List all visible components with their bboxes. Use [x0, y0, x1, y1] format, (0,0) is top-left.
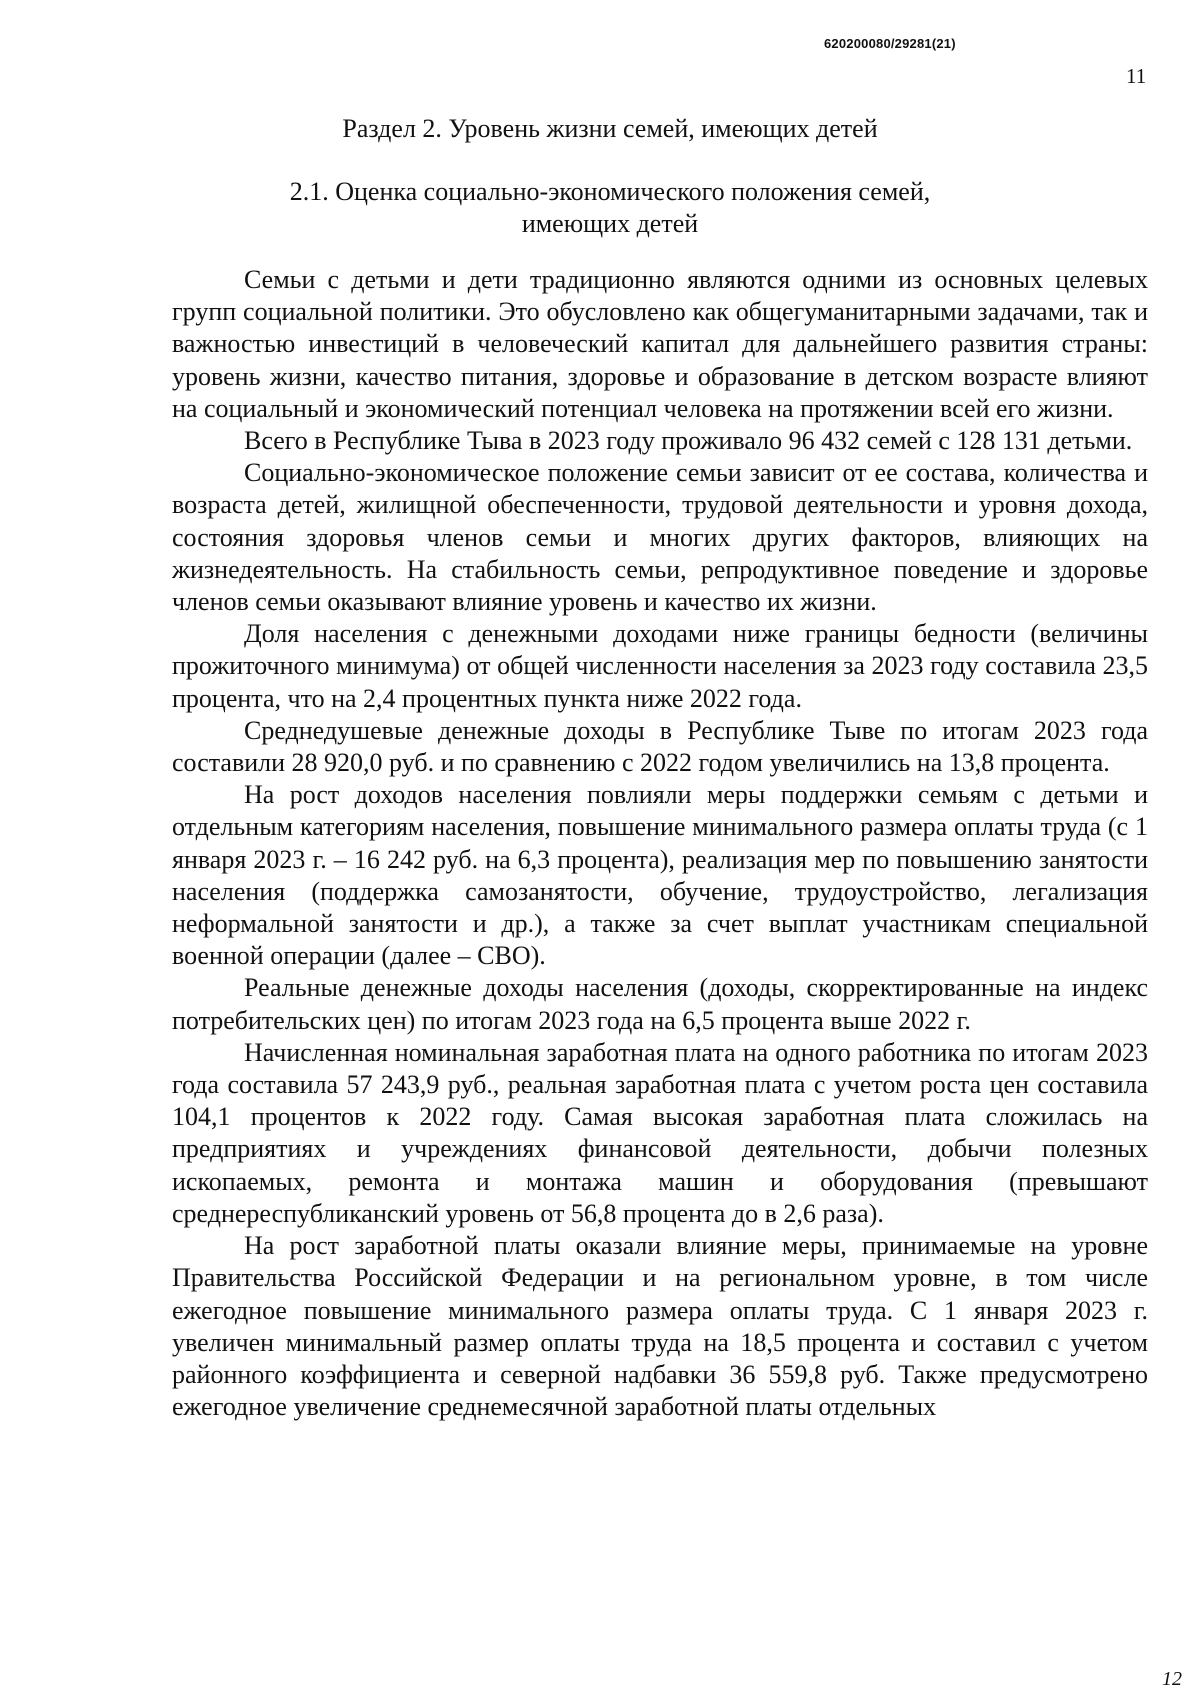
paragraph-3: Социально-экономическое положение семьи зависит от ее состава, количества и возраста детей, жилищной обеспеченности, трудовой деятельности и уровня дохода, состояния здоровья членов семьи и многих других факторов, влияющих на жизнедеятельность. На стабильность семьи, репродуктивное поведение и здоровье членов семьи оказывают влияние уровень и качество их жизни.	[172, 458, 1148, 617]
body-text	[172, 264, 1148, 1423]
page-number: 11	[1126, 64, 1147, 88]
paragraph-5: Среднедушевые денежные доходы в Республике Тыве по итогам 2023 года составили 28 920,0 руб. и по сравнению с 2022 годом увеличились на 13,8 процента.	[172, 715, 1148, 778]
paragraph-9: На рост заработной платы оказали влияние меры, принимаемые на уровне Правительства Российской Федерации и на региональном уровне, в том числе ежегодное повышение минимального размера оплаты труда. С 1 января 2023 г. увеличен минимальный размер оплаты труда на 18,5 процента и составил с учетом районного коэффициента и северной надбавки 36 559,8 руб. Также предусмотрено ежегодное увеличение среднемесячной заработной платы отдельных	[172, 1231, 1148, 1422]
document-id: 620200080/29281(21)	[824, 36, 956, 51]
paragraph-7: Реальные денежные доходы населения (доходы, скорректированные на индекс потребительских цен) по итогам 2023 года на 6,5 процента выше 2022 г.	[172, 973, 1148, 1035]
corner-page-number: 12	[1162, 1668, 1182, 1690]
paragraph-6: На рост доходов населения повлияли меры поддержки семьям с детьми и отдельным категориям населения, повышение минимального размера оплаты труда (с 1 января 2023 г. – 16 242 руб. на 6,3 процента), реализация мер по повышению занятости населения (поддержка самозанятости, обучение, трудоустройство, легализация неформальной занятости и др.), а также за счет выплат участникам специальной военной операции (далее – СВО).	[172, 780, 1148, 971]
subsection-title-line-2: имеющих детей	[521, 209, 699, 238]
subsection-title	[0, 176, 1200, 240]
subsection-title-line-1: 2.1. Оценка социально-экономического положения семей,	[289, 177, 931, 206]
section-title: Раздел 2. Уровень жизни семей, имеющих детей	[342, 114, 878, 143]
paragraph-4: Доля населения с денежными доходами ниже границы бедности (величины прожиточного минимума) от общей численности населения за 2023 году составила 23,5 процента, что на 2,4 процентных пункта ниже 2022 года.	[172, 619, 1148, 713]
paragraph-8: Начисленная номинальная заработная плата на одного работника по итогам 2023 года составила 57 243,9 руб., реальная заработная плата с учетом роста цен составила 104,1 процентов к 2022 году. Самая высокая заработная плата сложилась на предприятиях и учреждениях финансовой деятельности, добычи полезных ископаемых, ремонта и монтажа машин и оборудования (превышают среднереспубликанский уровень от 56,8 процента до в 2,6 раза).	[172, 1037, 1148, 1228]
paragraph-2: Всего в Республике Тыва в 2023 году проживало 96 432 семей с 128 131 детьми.	[244, 426, 1133, 456]
paragraph-1: Семьи с детьми и дети традиционно являются одними из основных целевых групп социальной политики. Это обусловлено как общегуманитарными задачами, так и важностью инвестиций в человеческий капитал для дальнейшего развития страны: уровень жизни, качество питания, здоровье и образование в детском возрасте влияют на социальный и экономический потенциал человека на протяжении всей его жизни.	[172, 265, 1148, 423]
